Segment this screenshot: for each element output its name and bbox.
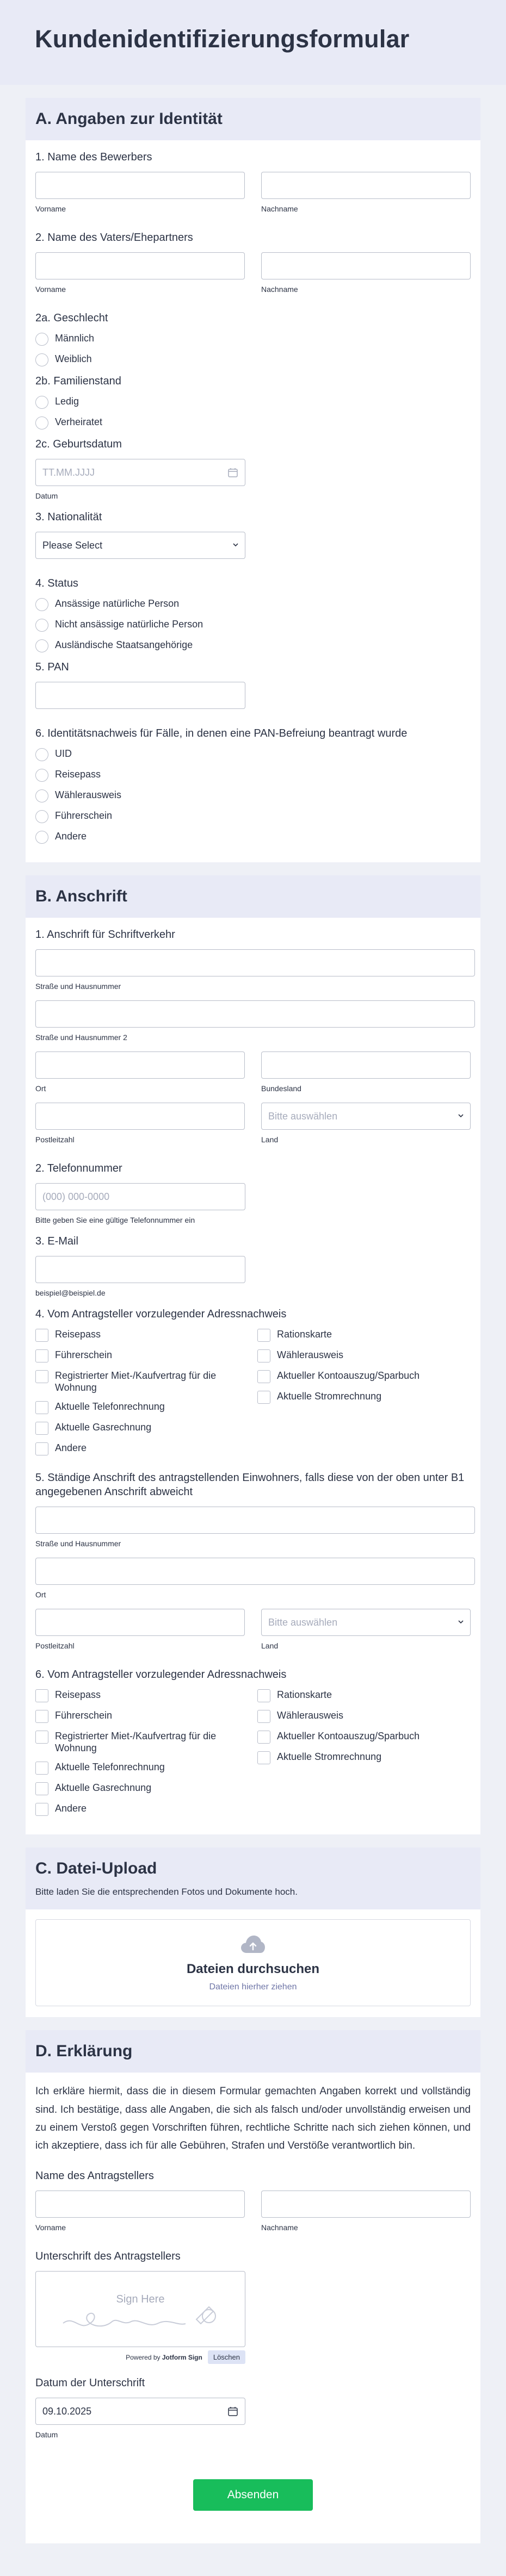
option-label: Wählerausweis: [277, 1349, 344, 1360]
option-label: Ledig: [55, 396, 79, 407]
address-proof-option[interactable]: [257, 1329, 475, 1342]
address-proof-option[interactable]: [35, 1689, 253, 1702]
email-input[interactable]: [35, 1256, 245, 1283]
address-proof-option[interactable]: [257, 1751, 475, 1764]
section-c-header: [26, 1847, 480, 1909]
option-label: Aktuelle Telefonrechnung: [55, 1401, 165, 1413]
address-proof-option[interactable]: [35, 1710, 253, 1723]
submit-area: [26, 2449, 480, 2533]
status-option[interactable]: [35, 619, 471, 632]
marital-option[interactable]: [35, 396, 471, 409]
section-b-title: B. Anschrift: [35, 887, 127, 905]
checkbox[interactable]: [35, 1803, 48, 1816]
phone-placeholder: (000) 000-0000: [42, 1191, 110, 1202]
checkbox[interactable]: [257, 1391, 270, 1404]
address-proof-option[interactable]: [257, 1370, 475, 1383]
option-label: Reisepass: [55, 769, 101, 780]
date-value: 09.10.2025: [42, 2405, 92, 2417]
city-input[interactable]: [35, 1051, 245, 1079]
option-label: Aktueller Kontoauszug/Sparbuch: [277, 1731, 420, 1742]
gender-question: [26, 311, 480, 366]
checkbox[interactable]: [35, 1422, 48, 1435]
radio-button[interactable]: [35, 333, 48, 346]
radio-button[interactable]: [35, 353, 48, 366]
radio-button[interactable]: [35, 416, 48, 430]
address-proof-option[interactable]: [35, 1803, 253, 1816]
field-sublabel: Nachname: [261, 285, 298, 294]
option-label: Führerschein: [55, 810, 113, 821]
nationality-selected-value: Please Select: [35, 532, 245, 559]
id-proof-question: [26, 726, 480, 844]
address-proof-option[interactable]: [35, 1762, 253, 1775]
option-label: Reisepass: [55, 1689, 101, 1701]
powered-by: [126, 2354, 202, 2361]
calendar-icon[interactable]: [227, 2406, 238, 2417]
option-label: Wählerausweis: [55, 789, 122, 800]
option-label: Verheiratet: [55, 416, 103, 427]
field-sublabel: Bitte geben Sie eine gültige Telefonnummer ein: [35, 1216, 195, 1224]
gender-option[interactable]: [35, 333, 471, 346]
checkbox[interactable]: [35, 1710, 48, 1723]
checkbox[interactable]: [35, 1731, 48, 1744]
option-label: Ausländische Staatsangehörige: [55, 639, 193, 650]
option-label: Rationskarte: [277, 1689, 332, 1701]
zip-input[interactable]: [35, 1103, 245, 1130]
address-proof-option[interactable]: [35, 1782, 253, 1795]
id-proof-option[interactable]: [35, 789, 471, 802]
section-a-header: [26, 98, 480, 140]
id-proof-option[interactable]: [35, 810, 471, 823]
section-d-title: D. Erklärung: [35, 2042, 133, 2061]
country-placeholder: Bitte auswählen: [261, 1609, 471, 1636]
radio-button[interactable]: [35, 639, 48, 652]
checkbox[interactable]: [35, 1370, 48, 1383]
question-label: 3. Nationalität: [35, 511, 102, 523]
declarant-name-question: [26, 2169, 480, 2242]
status-option[interactable]: [35, 598, 471, 611]
id-proof-option[interactable]: [35, 831, 471, 844]
radio-button[interactable]: [35, 810, 48, 823]
chevron-down-icon: [232, 542, 239, 548]
field-sublabel: Nachname: [261, 2223, 298, 2232]
address-proof-option[interactable]: [35, 1349, 253, 1362]
option-label: Führerschein: [55, 1349, 113, 1360]
question-label: 3. E-Mail: [35, 1235, 78, 1247]
option-label: UID: [55, 748, 72, 759]
section-c-title: C. Datei-Upload: [35, 1859, 157, 1878]
address-proof-option[interactable]: [35, 1329, 253, 1342]
field-sublabel: Vorname: [35, 2223, 66, 2232]
field-sublabel: Vorname: [35, 285, 66, 294]
question-label: 2. Telefonnummer: [35, 1162, 122, 1174]
radio-button[interactable]: [35, 619, 48, 632]
checkbox[interactable]: [257, 1710, 270, 1723]
field-sublabel: Vorname: [35, 204, 66, 213]
status-option[interactable]: [35, 639, 471, 652]
submit-button[interactable]: Absenden: [193, 2479, 313, 2511]
signature-squiggle-icon: [36, 2272, 246, 2348]
phone-input[interactable]: [35, 1183, 245, 1210]
question-label: Datum der Unterschrift: [35, 2377, 145, 2390]
question-label: 6. Identitätsnachweis für Fälle, in denen eine PAN-Befreiung beantragt wurde: [35, 727, 408, 739]
declarant-last-name-input[interactable]: [261, 2191, 471, 2218]
pan-input[interactable]: [35, 682, 245, 709]
section-d-header: [26, 2030, 480, 2073]
checkbox[interactable]: [257, 1689, 270, 1702]
option-label: Aktuelle Telefonrechnung: [55, 1762, 165, 1773]
id-proof-option[interactable]: [35, 769, 471, 782]
radio-button[interactable]: [35, 598, 48, 611]
applicant-last-name-input[interactable]: [261, 172, 471, 199]
field-sublabel: Ort: [35, 1590, 46, 1600]
field-sublabel: Straße und Hausnummer: [35, 1539, 121, 1548]
option-label: Führerschein: [55, 1710, 113, 1721]
checkbox[interactable]: [35, 1689, 48, 1702]
address-proof-option[interactable]: [257, 1731, 475, 1744]
powered-by-prefix: Powered by: [126, 2353, 161, 2361]
clear-signature-button[interactable]: Löschen: [208, 2350, 245, 2364]
checkbox[interactable]: [257, 1751, 270, 1764]
option-label: Aktueller Kontoauszug/Sparbuch: [277, 1370, 420, 1381]
state-input[interactable]: [261, 1051, 471, 1079]
field-sublabel: Straße und Hausnummer: [35, 982, 121, 991]
address-proof-option[interactable]: [35, 1731, 253, 1754]
signature-footer: [35, 2350, 245, 2364]
field-sublabel: Land: [261, 1135, 279, 1144]
phone-question: [26, 1161, 480, 1224]
option-label: Aktuelle Gasrechnung: [55, 1422, 152, 1433]
checkbox[interactable]: [257, 1370, 270, 1383]
father-first-name-input[interactable]: [35, 252, 245, 279]
option-label: Rationskarte: [277, 1329, 332, 1340]
marital-status-question: [26, 374, 480, 430]
id-proof-option[interactable]: [35, 748, 471, 761]
mailing-address-question: [26, 928, 480, 1154]
section-c: [26, 1847, 480, 2017]
chevron-down-icon: [458, 1112, 464, 1119]
birthdate-question: [26, 437, 480, 500]
field-sublabel: Nachname: [261, 204, 298, 213]
address-proof-option[interactable]: [35, 1422, 253, 1435]
upload-title: Dateien durchsuchen: [186, 1962, 320, 1977]
question-label: 6. Vom Antragsteller vorzulegender Adressnachweis: [35, 1669, 287, 1681]
question-label: Name des Antragstellers: [35, 2170, 154, 2182]
status-question: [26, 576, 480, 652]
section-b: [26, 875, 480, 1834]
section-d: [26, 2030, 480, 2543]
permanent-zip-input[interactable]: [35, 1609, 245, 1636]
address-proof-option[interactable]: [35, 1401, 253, 1414]
address-proof-option[interactable]: [257, 1689, 475, 1702]
country-select[interactable]: [261, 1103, 471, 1130]
cloud-upload-icon: [240, 1933, 266, 1954]
checkbox[interactable]: [35, 1329, 48, 1342]
address-proof-option[interactable]: [35, 1442, 253, 1455]
radio-button[interactable]: [35, 396, 48, 409]
question-label: 2b. Familienstand: [35, 375, 121, 387]
country-placeholder: Bitte auswählen: [261, 1103, 471, 1130]
option-label: Andere: [55, 1803, 87, 1814]
declaration-text: Ich erkläre hiermit, dass die in diesem Formular gemachten Angaben korrekt und vollständig sind. Ich bestätige, dass alle Angaben, die sich als falsch und/oder unvollständig erweisen und zu einem Verstoß gegen Vorschriften führen, rechtliche Schritte nach sich ziehen können, und ich akzeptiere, dass ich für alle Gebühren, Strafen und Verstöße verantwortlich bin.: [35, 2086, 471, 2152]
file-upload-dropzone[interactable]: [35, 1919, 471, 2006]
applicant-name-question: [26, 150, 480, 223]
section-a-title: A. Angaben zur Identität: [35, 110, 223, 128]
chevron-down-icon: [458, 1619, 464, 1625]
street2-input[interactable]: [35, 1000, 475, 1028]
question-label: Unterschrift des Antragstellers: [35, 2250, 181, 2263]
declarant-first-name-input[interactable]: [35, 2191, 245, 2218]
radio-button[interactable]: [35, 789, 48, 802]
field-sublabel: Straße und Hausnummer 2: [35, 1033, 127, 1042]
field-sublabel: Land: [261, 1641, 279, 1651]
question-label: 5. Ständige Anschrift des antragstellenden Einwohners, falls diese von der oben unter B1 angegebenen Anschrift abweicht: [35, 1472, 465, 1498]
permanent-street-input[interactable]: [35, 1507, 475, 1534]
option-label: Weiblich: [55, 353, 92, 364]
field-sublabel: Postleitzahl: [35, 1135, 75, 1144]
question-label: 2a. Geschlecht: [35, 312, 108, 324]
birthdate-input[interactable]: [35, 459, 245, 486]
permanent-address-question: [26, 1471, 480, 1660]
section-b-header: [26, 875, 480, 918]
option-label: Aktuelle Stromrechnung: [277, 1751, 382, 1763]
checkbox[interactable]: [257, 1349, 270, 1362]
marital-option[interactable]: [35, 416, 471, 430]
father-spouse-name-question: [26, 231, 480, 303]
date-placeholder: TT.MM.JJJJ: [42, 466, 95, 478]
option-label: Reisepass: [55, 1329, 101, 1340]
address-proof-option[interactable]: [257, 1710, 475, 1723]
checkbox[interactable]: [35, 1401, 48, 1414]
checkbox[interactable]: [257, 1731, 270, 1744]
option-label: Aktuelle Stromrechnung: [277, 1391, 382, 1402]
permanent-city-input[interactable]: [35, 1558, 475, 1585]
nationality-select[interactable]: [35, 532, 245, 559]
question-label: 2c. Geburtsdatum: [35, 438, 122, 450]
upload-hint: Dateien hierher ziehen: [209, 1982, 297, 1992]
option-label: Andere: [55, 1442, 87, 1454]
email-question: [26, 1234, 480, 1297]
field-sublabel: Datum: [35, 491, 58, 500]
option-label: Andere: [55, 831, 87, 842]
radio-button[interactable]: [35, 769, 48, 782]
applicant-first-name-input[interactable]: [35, 172, 245, 199]
field-sublabel: Postleitzahl: [35, 1641, 75, 1651]
radio-button[interactable]: [35, 748, 48, 761]
signature-pad[interactable]: [35, 2271, 245, 2347]
father-last-name-input[interactable]: [261, 252, 471, 279]
checkbox[interactable]: [35, 1782, 48, 1795]
radio-button[interactable]: [35, 831, 48, 844]
permanent-country-select[interactable]: [261, 1609, 471, 1636]
nationality-question: [26, 510, 480, 569]
field-sublabel: Ort: [35, 1084, 46, 1093]
option-label: Wählerausweis: [277, 1710, 344, 1721]
checkbox[interactable]: [35, 1349, 48, 1362]
option-label: Registrierter Miet-/Kaufvertrag für die Wohnung: [55, 1731, 217, 1753]
field-sublabel: Datum: [35, 2430, 58, 2440]
pan-question: [26, 660, 480, 719]
calendar-icon[interactable]: [227, 467, 238, 478]
address-proof-option[interactable]: [35, 1370, 253, 1393]
field-sublabel: beispiel@beispiel.de: [35, 1289, 106, 1297]
section-c-description: Bitte laden Sie die entsprechenden Fotos und Dokumente hoch.: [35, 1887, 298, 1897]
question-label: 1. Anschrift für Schriftverkehr: [35, 929, 175, 941]
checkbox[interactable]: [35, 1442, 48, 1455]
permanent-address-proof-question: [26, 1667, 480, 1824]
address-proof-option[interactable]: [257, 1349, 475, 1362]
page-bottom: [0, 2543, 506, 2576]
address-proof-option[interactable]: [257, 1391, 475, 1404]
checkbox[interactable]: [257, 1329, 270, 1342]
option-label: Ansässige natürliche Person: [55, 598, 180, 609]
option-label: Nicht ansässige natürliche Person: [55, 619, 203, 630]
section-a: [26, 98, 480, 862]
question-label: 5. PAN: [35, 661, 69, 673]
question-label: 4. Status: [35, 577, 78, 589]
form-header: [0, 0, 506, 85]
signature-question: [26, 2249, 480, 2364]
address-proof-question: [26, 1307, 480, 1463]
question-label: 1. Name des Bewerbers: [35, 151, 152, 163]
option-label: Aktuelle Gasrechnung: [55, 1782, 152, 1794]
gender-option[interactable]: [35, 353, 471, 366]
sign-here-placeholder: Sign Here: [116, 2293, 165, 2306]
question-label: 4. Vom Antragsteller vorzulegender Adressnachweis: [35, 1308, 287, 1320]
street-input[interactable]: [35, 949, 475, 976]
field-sublabel: Bundesland: [261, 1084, 301, 1093]
question-label: 2. Name des Vaters/Ehepartners: [35, 232, 193, 244]
page-title: Kundenidentifizierungsformular: [35, 25, 410, 53]
option-label: Männlich: [55, 333, 95, 344]
signature-date-question: [26, 2376, 480, 2439]
checkbox[interactable]: [35, 1762, 48, 1775]
option-label: Registrierter Miet-/Kaufvertrag für die Wohnung: [55, 1370, 217, 1393]
powered-by-brand: Jotform Sign: [162, 2353, 202, 2361]
signature-date-input[interactable]: [35, 2398, 245, 2425]
